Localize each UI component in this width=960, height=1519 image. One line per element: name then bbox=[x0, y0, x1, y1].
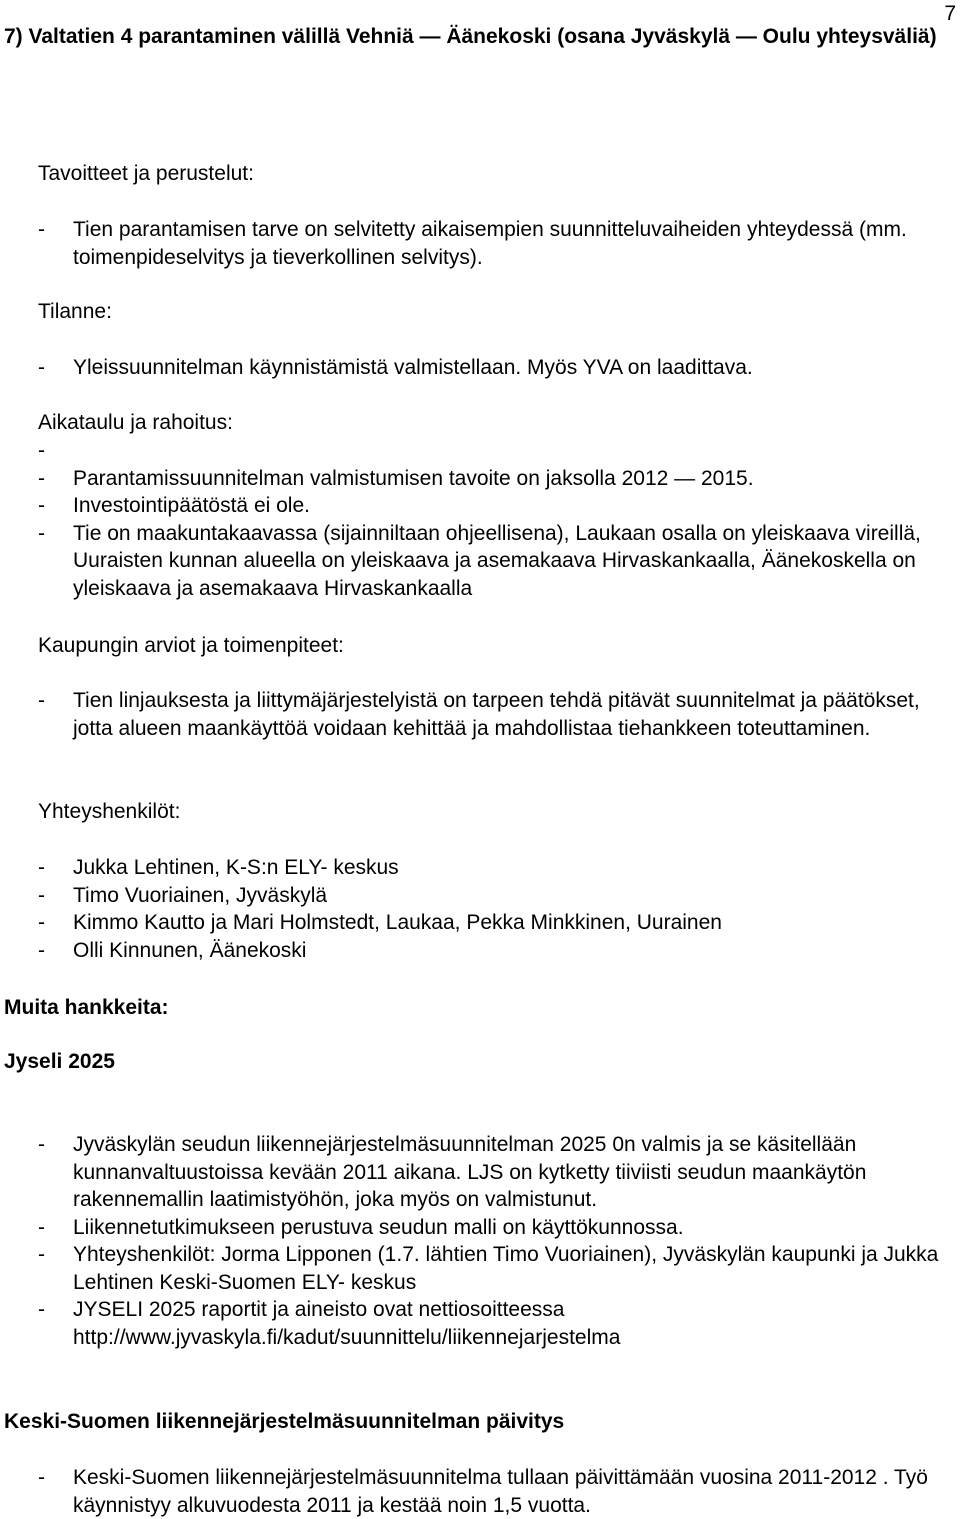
dash-bullet: - bbox=[38, 1466, 45, 1489]
contacts-heading: Yhteyshenkilöt: bbox=[38, 800, 181, 823]
schedule-list bbox=[38, 437, 956, 602]
list-item-text: JYSELI 2025 raportit ja aineisto ovat nettiosoitteessa http://www.jyvaskyla.fi/kadut/suunnittelu/liikennejarjestelma bbox=[73, 1298, 621, 1349]
dash-bullet: - bbox=[38, 883, 45, 907]
dash-bullet: - bbox=[38, 356, 45, 379]
list-item bbox=[38, 1214, 956, 1242]
contacts-list bbox=[38, 854, 956, 964]
dash-bullet: - bbox=[38, 218, 45, 241]
list-item bbox=[38, 492, 956, 520]
list-item bbox=[38, 1464, 956, 1519]
list-item-text: Timo Vuoriainen, Jyväskylä bbox=[73, 883, 328, 907]
ks-update-list bbox=[38, 1464, 956, 1519]
list-item bbox=[38, 687, 956, 742]
jyseli-list bbox=[38, 1131, 956, 1351]
list-item-text: Parantamissuunnitelman valmistumisen tavoite on jaksolla 2012 — 2015. bbox=[73, 466, 754, 490]
ks-update-heading: Keski-Suomen liikennejärjestelmäsuunnitelman päivitys bbox=[4, 1410, 565, 1433]
dash-bullet: - bbox=[38, 1243, 45, 1266]
city-estimates-heading: Kaupungin arviot ja toimenpiteet: bbox=[38, 634, 344, 657]
dash-bullet: - bbox=[38, 911, 45, 934]
jyseli-heading: Jyseli 2025 bbox=[4, 1050, 115, 1073]
list-item-text: Tie on maakuntakaavassa (sijainniltaan ohjeellisena), Laukaan osalla on yleiskaava vireillä, Uuraisten kunnan alueella on yleiskaava ja asemakaava Hirvaskankaalla, Äänekoskella on yleiskaava ja asemakaava Hirvaskankaalla bbox=[73, 521, 921, 600]
dash-bullet: - bbox=[38, 689, 45, 712]
dash-bullet: - bbox=[38, 1215, 45, 1239]
schedule-heading: Aikataulu ja rahoitus: bbox=[38, 411, 233, 434]
situation-heading: Tilanne: bbox=[38, 300, 112, 323]
dash-bullet: - bbox=[38, 1133, 45, 1156]
dash-bullet: - bbox=[38, 494, 45, 517]
list-item bbox=[38, 909, 956, 937]
list-item bbox=[38, 1296, 956, 1351]
city-estimates-list bbox=[38, 687, 956, 742]
list-item-text: Liikennetutkimukseen perustuva seudun malli on käyttökunnossa. bbox=[73, 1215, 684, 1239]
dash-bullet: - bbox=[38, 938, 45, 962]
page-number: 7 bbox=[944, 2, 956, 25]
other-projects-heading: Muita hankkeita: bbox=[4, 996, 169, 1019]
list-item-text: Tien linjauksesta ja liittymäjärjestelyistä on tarpeen tehdä pitävät suunnitelmat ja päätökset, jotta alueen maankäyttöä voidaan kehittää ja mahdollistaa tiehankkeen toteuttaminen. bbox=[73, 689, 920, 740]
dash-bullet: - bbox=[38, 439, 45, 462]
list-item bbox=[38, 520, 956, 603]
list-item-text: Investointipäätöstä ei ole. bbox=[73, 494, 310, 517]
list-item-text: Jukka Lehtinen, K-S:n ELY- keskus bbox=[73, 856, 399, 879]
goals-list bbox=[38, 216, 956, 271]
list-item bbox=[38, 1131, 956, 1214]
list-item-text: Tien parantamisen tarve on selvitetty aikaisempien suunnitteluvaiheiden yhteydessä (mm. toimenpideselvitys ja tieverkollinen selvitys). bbox=[73, 218, 907, 269]
list-item bbox=[38, 437, 956, 465]
dash-bullet: - bbox=[38, 1298, 45, 1321]
list-item bbox=[38, 882, 956, 910]
dash-bullet: - bbox=[38, 466, 45, 490]
list-item bbox=[38, 354, 956, 382]
list-item bbox=[38, 1241, 956, 1296]
dash-bullet: - bbox=[38, 856, 45, 879]
list-item-text: Kimmo Kautto ja Mari Holmstedt, Laukaa, Pekka Minkkinen, Uurainen bbox=[73, 911, 722, 934]
section-title: 7) Valtatien 4 parantaminen välillä Vehniä — Äänekoski (osana Jyväskylä — Oulu yhteysväliä) bbox=[4, 25, 937, 48]
list-item bbox=[38, 854, 956, 882]
goals-heading: Tavoitteet ja perustelut: bbox=[38, 162, 254, 185]
situation-list bbox=[38, 354, 956, 382]
list-item bbox=[38, 937, 956, 965]
list-item-text: Jyväskylän seudun liikennejärjestelmäsuunnitelman 2025 0n valmis ja se käsitellään kunnanvaltuustoissa kevään 2011 aikana. LJS on kytketty tiiviisti seudun maankäytön rakennemallin laatimistyöhön, joka myös on valmistunut. bbox=[73, 1133, 867, 1211]
list-item-text: Olli Kinnunen, Äänekoski bbox=[73, 938, 307, 962]
dash-bullet: - bbox=[38, 521, 45, 545]
list-item-text: Keski-Suomen liikennejärjestelmäsuunnitelma tullaan päivittämään vuosina 2011-2012 . Työ käynnistyy alkuvuodesta 2011 ja kestää noin 1,5 vuotta. bbox=[73, 1466, 928, 1517]
list-item bbox=[38, 465, 956, 493]
list-item-text: Yhteyshenkilöt: Jorma Lipponen (1.7. lähtien Timo Vuoriainen), Jyväskylän kaupunki ja Jukka Lehtinen Keski-Suomen ELY- keskus bbox=[73, 1243, 939, 1294]
list-item-text: Yleissuunnitelman käynnistämistä valmistellaan. Myös YVA on laadittava. bbox=[73, 356, 753, 379]
list-item bbox=[38, 216, 956, 271]
